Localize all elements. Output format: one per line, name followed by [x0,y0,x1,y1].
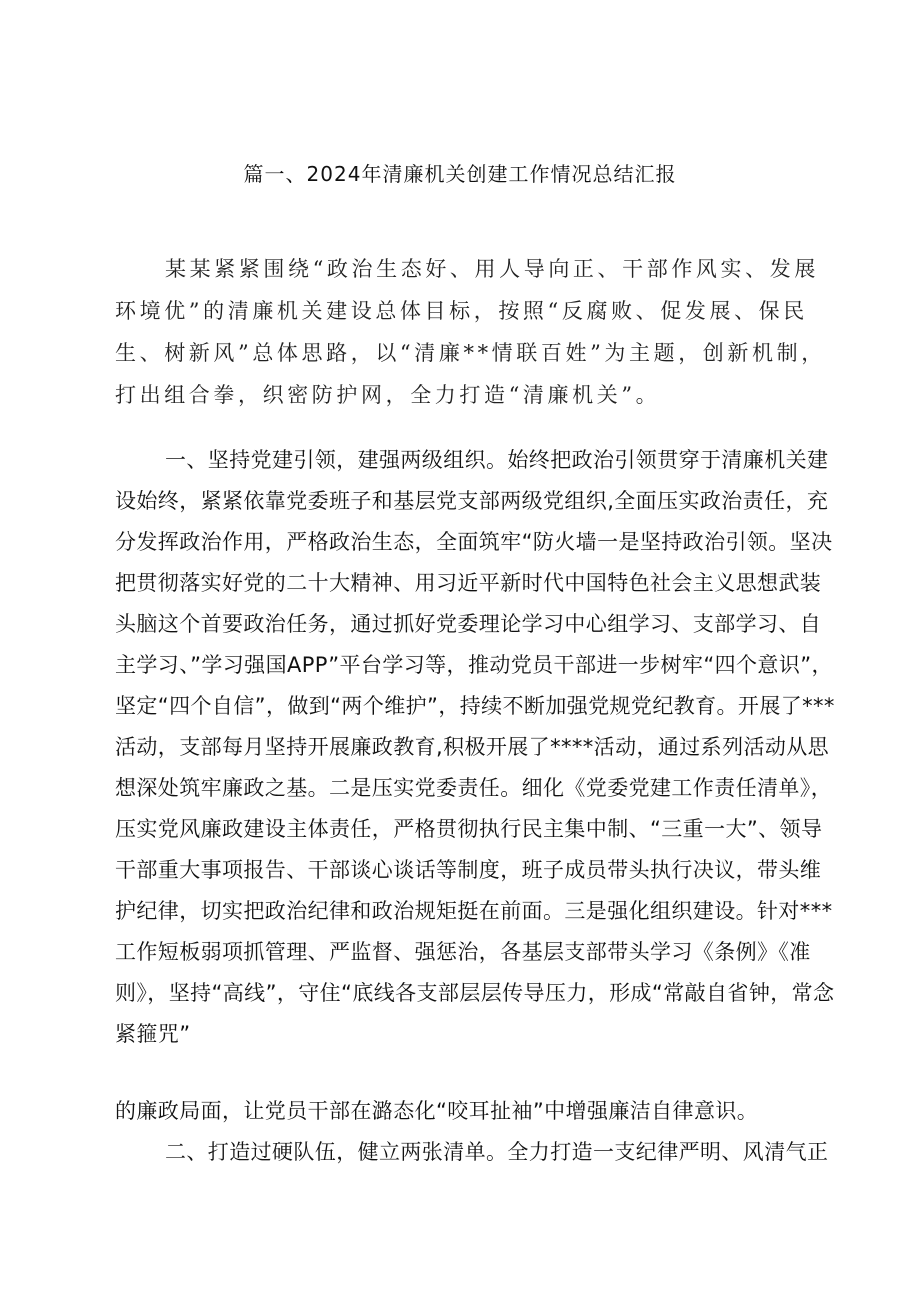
continuation-paragraph: 的廉政局面，让党员干部在潞态化“咬耳扯袖”中增强廉洁自律意识。 [115,1099,759,1123]
document-title: 篇一、2024年清廉机关创建工作情况总结汇报 [243,162,677,186]
section-1-paragraph: 一、坚持党建引领，建强两级组织。始终把政治引领贯穿于清廉机关建设始终，紧紧依靠党委班子和基层党支部两级党组织,全面压实政治责任，充分发挥政治作用，严格政治生态，全面筑牢“防火墙一是坚持政治引领。坚决把贯彻落实好党的二十大精神、用习近平新时代中国特色社会主义思想武装头脑这个首要政治任务，通过抓好党委理论学习中心组学习、支部学习、自主学习、”学习强国APP”平台学习等，推动党员干部进一步树牢“四个意识”，坚定“四个自信”，做到“两个维护”，持续不断加强党规党纪教育。开展了***活动，支部每月坚持开展廉政教育,积极开展了****活动，通过系列活动从思想深处筑牢廉政之基。二是压实党委责任。细化《党委党建工作责任清单》，压实党风廉政建设主体责任，严格贯彻执行民主集中制、“三重一大”、领导干部重大事项报告、干部谈心谈话等制度，班子成员带头执行决议，带头维护纪律，切实把政治纪律和政治规矩挺在前面。三是强化组织建设。针对***工作短板弱项抓管理、严监督、强惩治，各基层支部带头学习《条例》《准则》，坚持“高线”，守住“底线各支部层层传导压力，形成“常敲自省钟，常念紧箍咒” [115,448,835,1046]
intro-text: 某某紧紧围绕“政治生态好、用人导向正、干部作风实、发展环境优”的清廉机关建设总体目标，按照“反腐败、促发展、保民生、树新风”总体思路，以“清廉**情联百姓”为主题，创新机制，打出组合拳，织密防护网，全力打造“清廉机关”。 [115,257,826,407]
section-2-paragraph: 二、打造过硬队伍，健立两张清单。全力打造一支纪律严明、风清气正 [165,1140,829,1164]
document-body [115,440,839,1173]
intro-paragraph [115,248,835,416]
paragraph-gap [115,1055,839,1091]
